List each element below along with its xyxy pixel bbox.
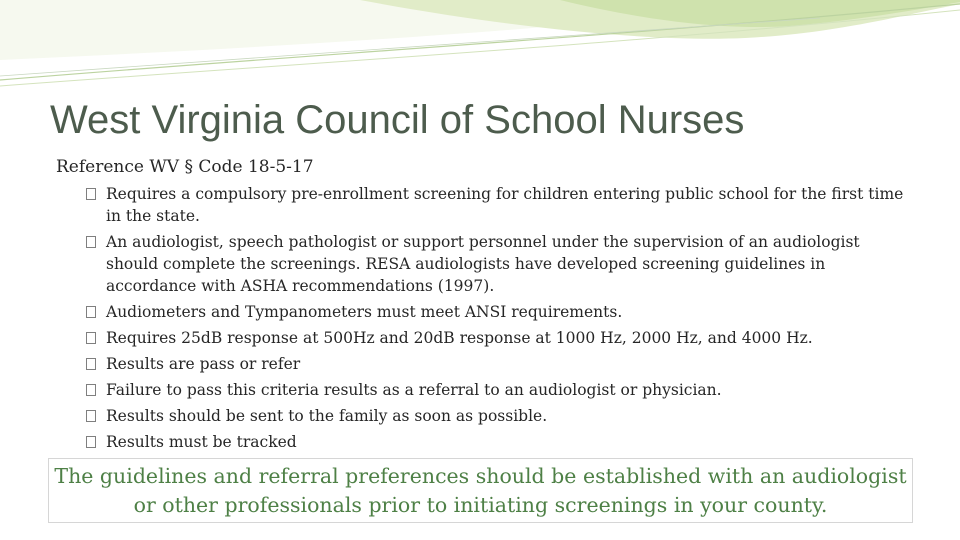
bullet-item	[86, 379, 916, 401]
bullet-text: Requires a compulsory pre-enrollment screening for children entering public school for the first time in the state.	[106, 185, 904, 225]
missing-glyph-box-icon	[86, 358, 96, 370]
bullet-item	[86, 327, 916, 349]
missing-glyph-box-icon	[86, 332, 96, 344]
missing-glyph-box-icon	[86, 436, 96, 448]
bullet-item	[86, 353, 916, 375]
bullet-text: Audiometers and Tympanometers must meet ANSI requirements.	[106, 303, 623, 321]
callout-text: The guidelines and referral preferences should be established with an audiologist or other professionals prior to initiating screenings in your county.	[54, 464, 907, 517]
bullet-text: Failure to pass this criteria results as a referral to an audiologist or physician.	[106, 381, 722, 399]
missing-glyph-box-icon	[86, 384, 96, 396]
bullet-item	[86, 405, 916, 427]
callout-box	[48, 458, 913, 523]
bullet-text: Results are pass or refer	[106, 355, 301, 373]
missing-glyph-box-icon	[86, 188, 96, 200]
missing-glyph-box-icon	[86, 410, 96, 422]
bullet-item	[86, 431, 916, 453]
bullet-text: Results must be tracked	[106, 433, 297, 451]
bullet-list	[86, 183, 916, 453]
bullet-item	[86, 231, 916, 297]
bullet-item	[86, 183, 916, 227]
bullet-text: Requires 25dB response at 500Hz and 20dB response at 1000 Hz, 2000 Hz, and 4000 Hz.	[106, 329, 813, 347]
bullet-item	[86, 301, 916, 323]
missing-glyph-box-icon	[86, 306, 96, 318]
bullet-text: An audiologist, speech pathologist or support personnel under the supervision of an audiologist should complete the screenings. RESA audiologists have developed screening guidelines in accordance with ASHA recommendations (1997).	[106, 233, 860, 295]
bullet-text: Results should be sent to the family as soon as possible.	[106, 407, 548, 425]
slide-title: West Virginia Council of School Nurses	[50, 98, 745, 142]
slide-subtitle: Reference WV § Code 18-5-17	[56, 157, 314, 177]
missing-glyph-box-icon	[86, 236, 96, 248]
